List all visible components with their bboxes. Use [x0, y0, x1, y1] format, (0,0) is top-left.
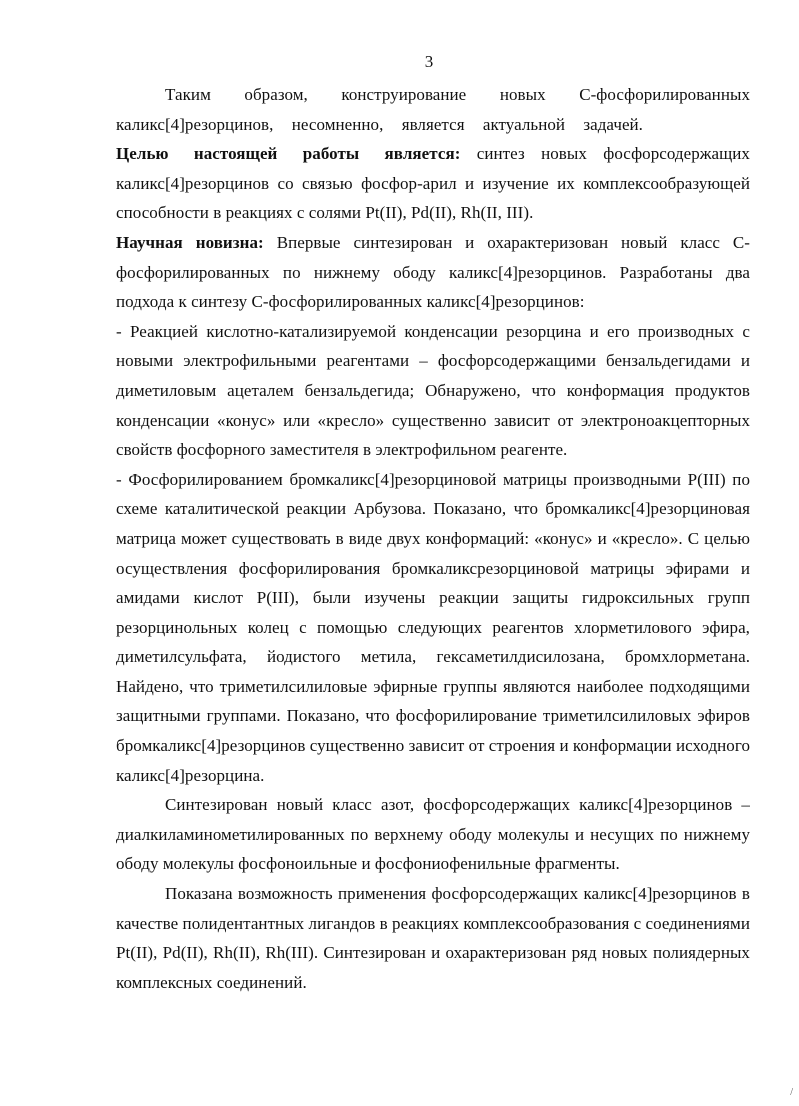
paragraph-ligands: Показана возможность применения фосфорсодержащих каликс[4]резорцинов в качестве полидентантных лигандов в реакциях комплексообразования с соединениями Pt(II), Pd(II), Rh(II), Rh(III). Синтезирован и охарактеризован ряд новых полиядерных комплексных соединений. — [116, 884, 750, 992]
paragraph-novelty — [116, 228, 750, 317]
novelty-text: Впервые синтезирован и охарактеризован новый класс С-фосфорилированных по нижнему ободу каликс[4]резорцинов. Разработаны два подхода к синтезу С-фосфорилированных каликс[4]резорцинов: — [116, 232, 751, 312]
paragraph-approach-condensation: - Реакцией кислотно-катализируемой конденсации резорцина и его производных с новыми электрофильными реагентами – фосфорсодержащими бензальдегидами и диметиловым ацеталем бензальдегида; Обнаружено, что конформация продуктов конденсации «конус» или «кресло» существенно зависит от электроноакцепторных свойств фосфорного заместителя в электрофильном реагенте. — [116, 321, 750, 460]
paragraph-goal — [116, 139, 750, 228]
novelty-heading: Научная новизна: — [116, 232, 264, 252]
paragraph-new-class: Синтезирован новый класс азот, фосфорсодержащих каликс[4]резорцинов – диалкиламинометилированных по верхнему ободу молекулы и несущих по нижнему ободу молекулы фосфоноильные и фосфониофенильные фрагменты. — [116, 795, 750, 874]
paragraph-conclusion: Таким образом, конструирование новых С-фосфорилированных каликс[4]резорцинов, несомненно, является актуальной задачей. — [116, 85, 750, 134]
paragraph-approach-phosphorylation: - Фосфорилированием бромкаликс[4]резорциновой матрицы производными P(III) по схеме каталитической реакции Арбузова. Показано, что бромкаликс[4]резорциновая матрица может существовать в виде двух конформаций: «конус» и «кресло». С целью осуществления фосфорилирования бромкаликсрезорциновой матрицы эфирами и амидами кислот P(III), были изучены реакции защиты гидроксильных групп резорцинольных колец с помощью следующих реагентов хлорметилового эфира, диметилсульфата, йодистого метила, гексаметилдисилозана, бромхлорметана. Найдено, что триметилсилиловые эфирные группы являются наиболее подходящими защитными группами. Показано, что фосфорилирование триметилсилиловых эфиров бромкаликс[4]резорцинов существенно зависит от строения и конформации исходного каликс[4]резорцина. — [116, 469, 750, 785]
goal-text: синтез новых фосфорсодержащих каликс[4]резорцинов со связью фосфор-арил и изучение их комплексообразующей способности в реакциях с солями Pt(II), Pd(II), Rh(II, III). — [116, 144, 750, 223]
scan-corner-mark: / — [790, 1087, 793, 1098]
document-body — [116, 80, 750, 997]
page-number: 3 — [424, 52, 434, 71]
goal-heading: Целью настоящей работы является: — [116, 144, 461, 164]
